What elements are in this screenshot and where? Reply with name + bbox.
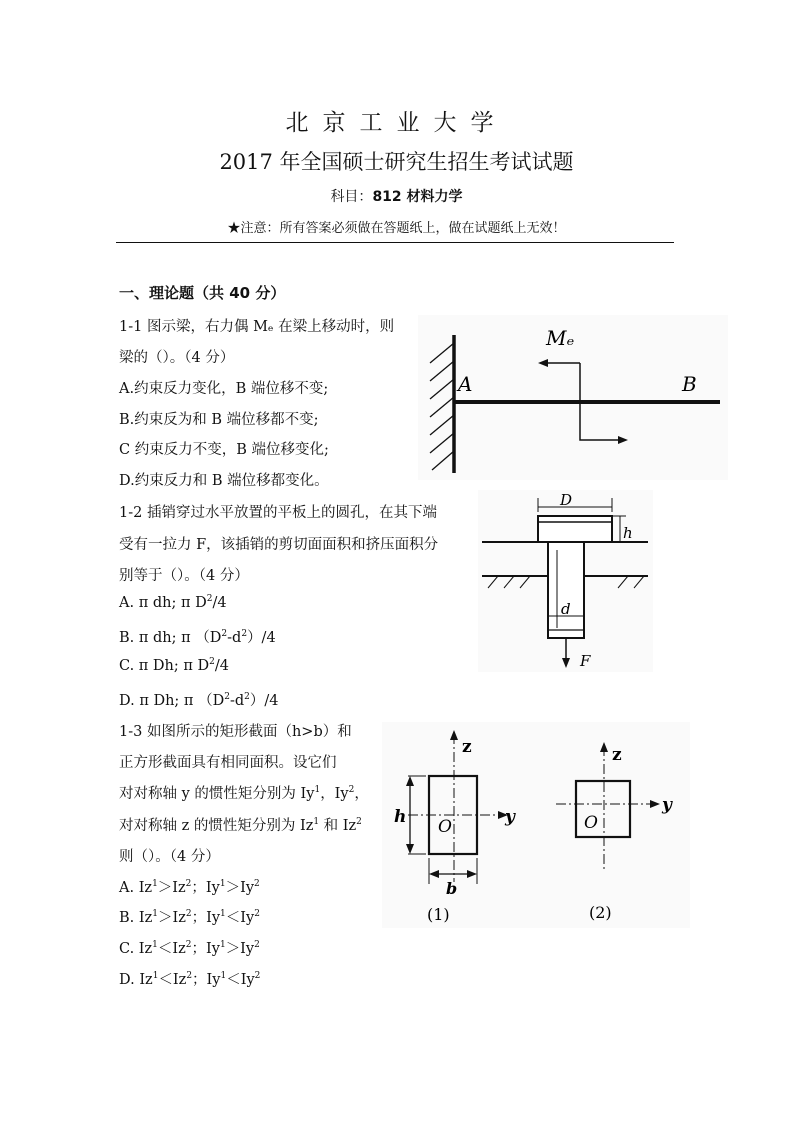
force-label: F	[580, 652, 591, 670]
arrowhead-right	[618, 436, 628, 444]
rect-b-arrow-right	[467, 870, 477, 878]
q2-stem-line1: 1-2 插销穿过水平放置的平板上的圆孔，在其下端	[119, 505, 437, 521]
q3-option-a	[119, 876, 260, 897]
q3-d-3: ；I	[192, 972, 213, 988]
q2-option-c	[119, 658, 229, 674]
subject-label: 科目：	[330, 189, 373, 205]
q2-c-tail: /4	[214, 658, 230, 674]
q2-d-mid: -d	[229, 693, 245, 709]
q2-stem-line3: 别等于（）。（4 分）	[119, 568, 249, 584]
moment-label: Mₑ	[546, 326, 575, 350]
q3-stem3-y1: y	[306, 786, 315, 802]
end-a-label: A	[458, 372, 473, 396]
q3-b-3: ；I	[191, 910, 212, 926]
q3-c-s3: 1	[219, 940, 226, 950]
q3-c-s2: 2	[185, 940, 192, 950]
q2-option-a	[119, 595, 227, 611]
header-divider	[116, 242, 674, 243]
rect-section	[394, 730, 516, 924]
square-y-arrow	[650, 800, 660, 808]
figure-2-label: (2)	[589, 903, 612, 922]
q2-b-tail: ）/4	[247, 630, 276, 646]
q2-a-tail: /4	[212, 595, 227, 611]
wall-hatch	[430, 343, 454, 470]
q3-a-4: ＞I	[225, 880, 246, 896]
q2-b-mid: -d	[227, 630, 242, 646]
pin-shank	[548, 542, 584, 638]
q2-d-text: D. π Dh; π （D	[119, 693, 225, 709]
subject-line	[0, 186, 793, 206]
q3-b-4: ＜I	[225, 910, 246, 926]
q3-stem3-b: ，I	[320, 786, 341, 802]
q3-stem-line4	[119, 814, 362, 835]
q3-d-y2: y	[246, 972, 255, 988]
q3-stem3-sup2: 2	[348, 785, 355, 795]
rect-y-label: y	[505, 807, 515, 827]
q3-option-d	[119, 968, 260, 989]
q3-c-s1: 1	[152, 940, 158, 950]
end-b-label: B	[682, 372, 697, 396]
q2-pin-figure	[478, 490, 653, 672]
q3-a-s2: 2	[185, 879, 192, 889]
q3-b-2: ＞Iz	[157, 910, 186, 926]
q3-b-y1: y	[211, 910, 221, 926]
square-z-arrow	[600, 742, 608, 752]
dim-d-small-label: d	[561, 600, 571, 618]
rect-h-label: h	[394, 807, 407, 827]
q1-option-b: B.约束反为和 B 端位移都不变;	[119, 412, 319, 428]
q3-a-y1: y	[211, 880, 220, 896]
dim-h-label: h	[623, 524, 633, 542]
q2-d-tail: ）/4	[249, 693, 279, 709]
q3-d-s3: 1	[220, 971, 227, 981]
arrowhead-left	[538, 359, 548, 367]
q3-stem3-a: 对对称轴 y 的惯性矩分别为 I	[119, 786, 307, 802]
subject-value: 812 材料力学	[372, 189, 463, 205]
q3-stem4-sup1: 1	[313, 817, 320, 827]
q2-d-sup2: 2	[244, 692, 250, 702]
q3-d-s2: 2	[186, 971, 193, 981]
square-z-label: z	[612, 745, 622, 765]
square-section	[556, 742, 673, 922]
q3-stem4-a: 对对称轴 z 的惯性矩分别为 Iz	[119, 818, 314, 834]
q3-stem-line5: 则（）。（4 分）	[119, 849, 220, 865]
q2-a-text: A. π dh; π D	[119, 595, 207, 611]
rect-b-label: b	[446, 879, 458, 898]
q3-b-s4: 2	[254, 909, 260, 919]
rect-b-arrow-left	[429, 870, 439, 878]
q3-c-2: ＜Iz	[157, 941, 186, 957]
force-arrowhead	[562, 658, 570, 668]
q1-beam-figure	[418, 315, 728, 480]
q3-section-figure	[382, 722, 690, 928]
q3-stem3-c: ，	[354, 786, 369, 802]
q3-d-1: D. Iz	[119, 972, 153, 988]
q3-a-s1: 1	[152, 879, 158, 889]
rect-h-arrow-bottom	[406, 844, 414, 854]
figure-1-label: (1)	[427, 905, 450, 924]
pin-head	[538, 516, 612, 542]
dim-d-label: D	[560, 491, 573, 509]
q1-option-d: D.约束反力和 B 端位移都变化。	[119, 473, 329, 489]
q3-stem-line3	[119, 782, 369, 803]
q3-a-s3: 1	[219, 879, 226, 889]
q3-c-s4: 2	[254, 940, 260, 950]
q3-d-s1: 1	[152, 971, 159, 981]
q3-d-2: ＜Iz	[158, 972, 187, 988]
q3-option-c	[119, 937, 260, 958]
q3-b-s1: 1	[152, 909, 158, 919]
q3-stem-line2: 正方形截面具有相同面积。设它们	[119, 755, 337, 771]
q2-c-text: C. π Dh; π D	[119, 658, 210, 674]
school-name: 北京工业大学	[285, 110, 508, 136]
q3-c-3: ；I	[191, 941, 212, 957]
q3-b-y2: y	[246, 910, 255, 926]
section-title: 一、理论题（共 40 分）	[119, 284, 286, 302]
square-origin-label: O	[584, 813, 598, 833]
q2-a-sup: 2	[206, 594, 213, 604]
q3-stem4-sup2: 2	[356, 817, 362, 827]
rect-origin-label: O	[438, 817, 452, 837]
q3-a-y2: y	[245, 880, 255, 896]
q3-stem3-sup1: 1	[314, 785, 321, 795]
q2-b-sup2: 2	[241, 629, 248, 639]
q2-option-d	[119, 689, 278, 710]
q3-d-y1: y	[212, 972, 221, 988]
q3-c-y2: y	[245, 941, 255, 957]
q2-option-b	[119, 626, 276, 647]
q3-c-y1: y	[211, 941, 220, 957]
q3-c-1: C. Iz	[119, 941, 153, 957]
q3-a-2: ＞Iz	[157, 880, 186, 896]
rect-z-arrow	[450, 730, 458, 740]
q2-stem-line2: 受有一拉力 F，该插销的剪切面面积和挤压面积分	[119, 537, 439, 553]
q3-a-1: A. Iz	[119, 880, 153, 896]
q3-a-s4: 2	[254, 879, 260, 889]
q2-b-text: B. π dh; π （D	[119, 630, 222, 646]
q3-a-3: ；I	[191, 880, 212, 896]
q1-stem-line1: 1-1 图示梁，右力偶 Mₑ 在梁上移动时，则	[119, 319, 395, 335]
q3-option-b	[119, 906, 260, 927]
q3-b-s2: 2	[185, 909, 192, 919]
q3-stem3-y2: y	[340, 786, 349, 802]
q3-stem-line1: 1-3 如图所示的矩形截面（h>b）和	[119, 724, 352, 740]
q3-c-4: ＞I	[225, 941, 246, 957]
q2-d-sup1: 2	[224, 692, 230, 702]
rect-h-arrow-top	[406, 776, 414, 786]
rect-z-label: z	[462, 737, 472, 757]
q2-b-sup1: 2	[221, 629, 228, 639]
q1-stem-line2: 梁的（）。（4 分）	[119, 350, 235, 366]
notice: ★注意：所有答案必须做在答题纸上，做在试题纸上无效！	[227, 221, 566, 236]
q1-option-a: A.约束反力变化，B 端位移不变;	[119, 381, 329, 397]
exam-title: 2017 年全国硕士研究生招生考试试题	[219, 150, 574, 174]
q3-b-s3: 1	[220, 909, 226, 919]
q2-c-sup: 2	[209, 657, 215, 667]
q3-b-1: B. Iz	[119, 910, 153, 926]
q1-option-c: C 约束反力不变，B 端位移变化;	[119, 442, 329, 458]
square-y-label: y	[662, 795, 672, 815]
q3-d-s4: 2	[254, 971, 261, 981]
q3-stem4-b: 和 Iz	[319, 818, 357, 834]
q3-d-4: ＜I	[226, 972, 247, 988]
